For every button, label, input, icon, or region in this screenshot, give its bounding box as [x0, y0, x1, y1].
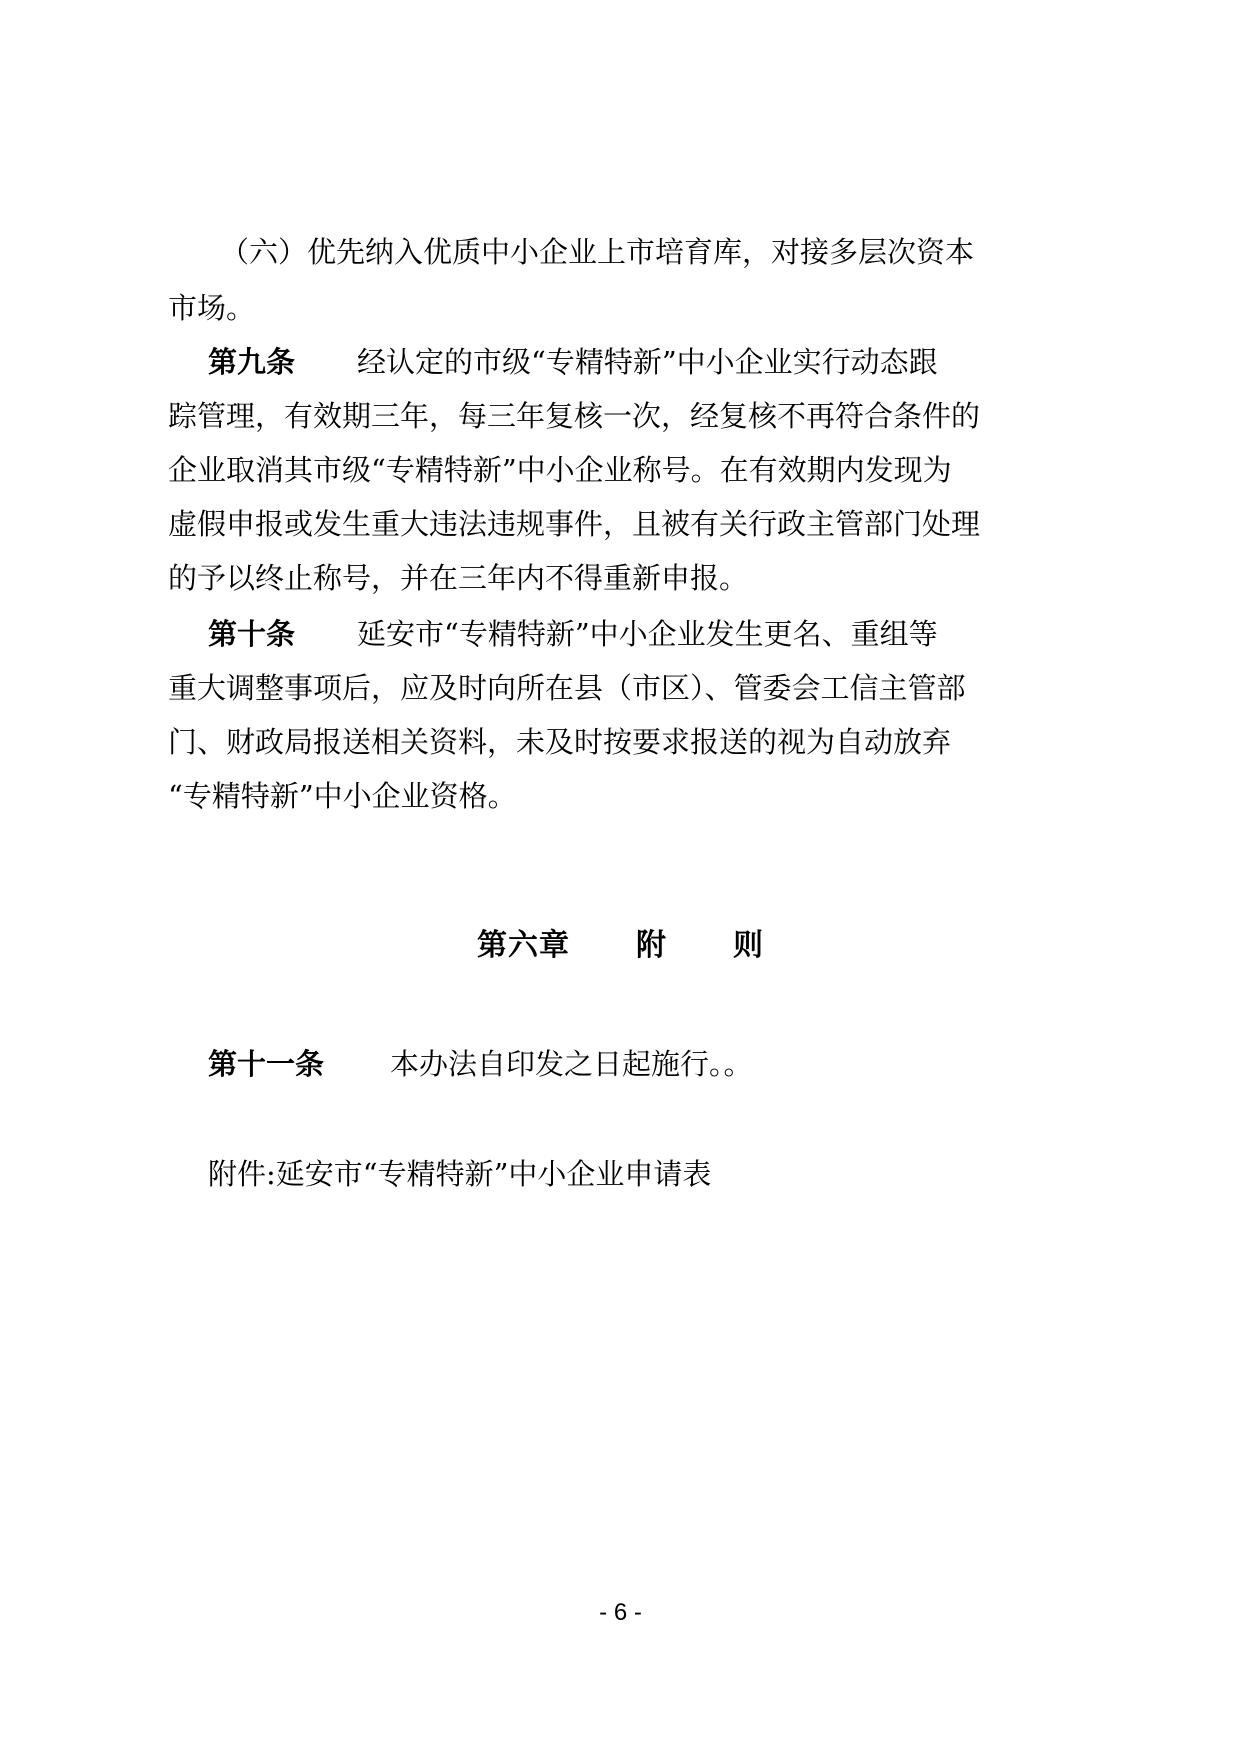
item6-line1: （六）优先纳入优质中小企业上市培育库，对接多层次资本 [220, 235, 975, 269]
item6-line2: 市场。 [168, 291, 256, 325]
article11-line [208, 1044, 1088, 1084]
article9-line3: 企业取消其市级“专精特新”中小企业称号。在有效期内发现为 [168, 453, 952, 487]
article9-first-line [208, 342, 1088, 382]
page-number: - 6 - [599, 1599, 642, 1626]
article11-label: 第十一条 [208, 1047, 325, 1081]
chapter-title-part1: 附 [636, 928, 667, 963]
article9-line2: 踪管理，有效期三年，每三年复核一次，经复核不再符合条件的 [168, 399, 981, 433]
article9-label: 第九条 [208, 345, 296, 379]
article11-text: 本办法自印发之日起施行。。 [390, 1047, 753, 1081]
chapter-title-part2: 则 [733, 928, 764, 963]
article10-line2: 重大调整事项后，应及时向所在县（市区）、管委会工信主管部 [168, 671, 966, 705]
article9-line1: 经认定的市级“专精特新”中小企业实行动态跟 [357, 345, 938, 379]
article9-line5: 的予以终止称号，并在三年内不得重新申报。 [168, 561, 749, 595]
chapter-number: 第六章 [477, 928, 570, 963]
article10-label: 第十条 [208, 617, 296, 651]
article10-line1: 延安市“专精特新”中小企业发生更名、重组等 [357, 617, 938, 651]
chapter-heading [0, 926, 1241, 966]
attachment-line: 附件:延安市“专精特新”中小企业申请表 [208, 1157, 712, 1191]
article10-line3: 门、财政局报送相关资料，未及时按要求报送的视为自动放弃 [168, 725, 952, 759]
article10-first-line [208, 614, 1088, 654]
article10-line4: “专精特新”中小企业资格。 [168, 779, 517, 813]
article9-line4: 虚假申报或发生重大违法违规事件，且被有关行政主管部门处理 [168, 507, 981, 541]
